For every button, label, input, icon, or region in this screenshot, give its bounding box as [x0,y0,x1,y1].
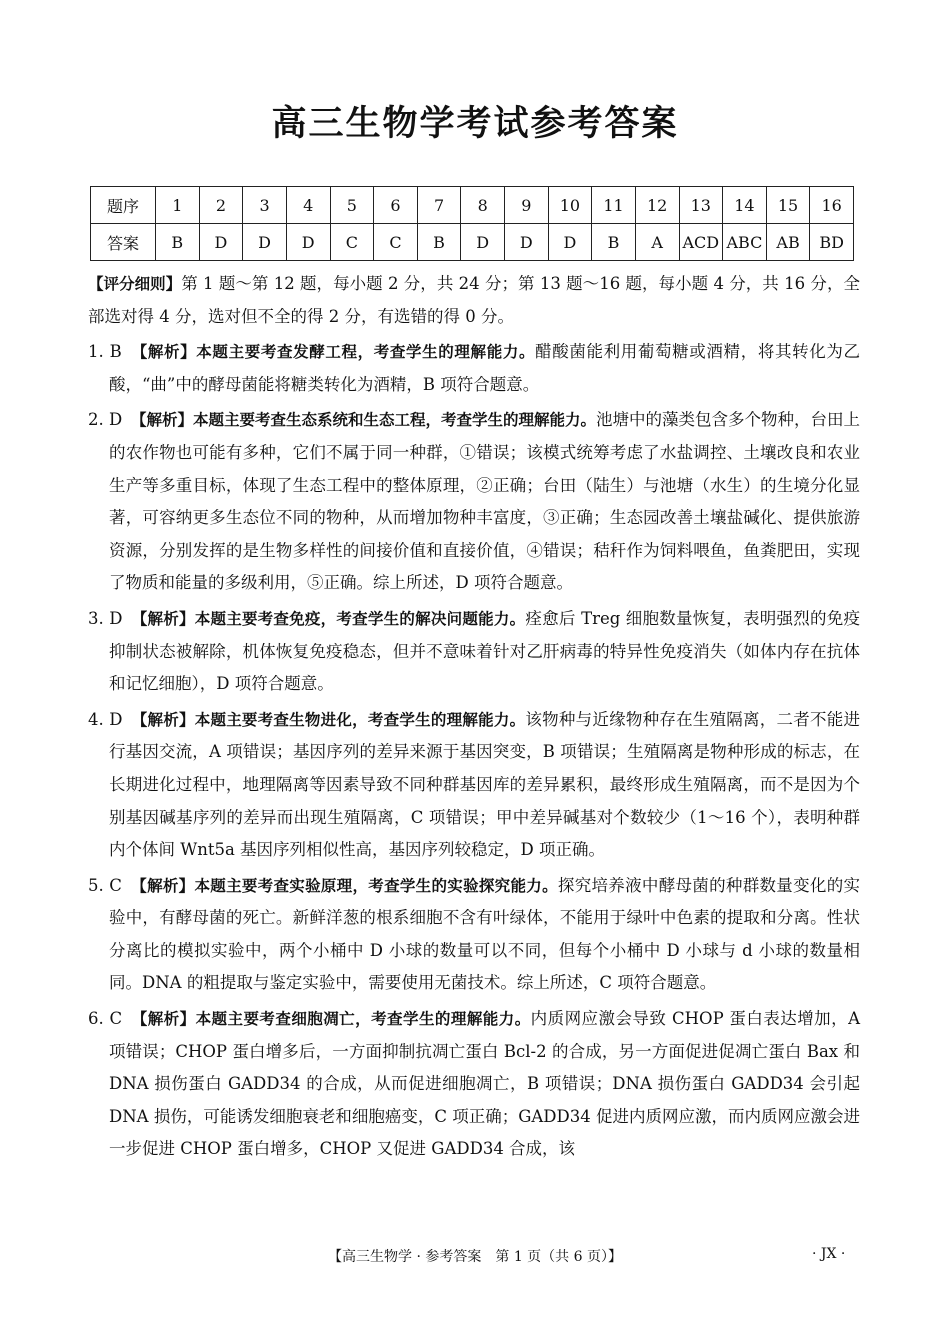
answer-cell: D [461,224,505,261]
footer-code: · JX · [812,1246,846,1262]
answer-cell: D [286,224,330,261]
item-number: 2. D [88,410,123,430]
answer-cell: B [592,224,636,261]
scoring-rules [88,268,860,333]
item-text: 该物种与近缘物种存在生殖隔离，二者不能进行基因交流，A 项错误；基因序列的差异来源于基因突变，B 项错误；生殖隔离是物种形成的标志，在长期进化过程中，地理隔离等因素导致不同种群基因库的差异累积，最终形成生殖隔离，而不是因为个别基因碱基序列的差异而出现生殖隔离，C 项错误；甲中差异碱基对个数较少（1～16 个），表明种群内个体间 Wnt5a 基因序列相似性高，基因序列较稳定，D 项正确。 [109,709,861,860]
item-tag: 【解析】本题主要考查发酵工程，考查学生的理解能力。 [139,343,536,362]
item-text: 痊愈后 Treg 细胞数量恢复，表明强烈的免疫抑制状态被解除，机体恢复免疫稳态，但并不意味着针对乙肝病毒的特异性免疫消失（如体内存在抗体和记忆细胞），D 项符合题意。 [109,608,861,694]
item-number: 1. B [88,342,122,362]
question-number-row [91,187,854,224]
question-number: 3 [243,187,287,224]
item-number: 3. D [88,608,123,628]
scoring-label: 【评分细则】 [88,275,182,293]
explanation-item [88,404,860,600]
question-number: 9 [505,187,549,224]
answer-cell: D [199,224,243,261]
explanation-item [88,870,860,1000]
question-number: 12 [635,187,679,224]
explanations [88,268,860,1169]
row-label-number: 题序 [91,187,156,224]
question-number: 1 [156,187,200,224]
item-number: 4. D [88,709,123,729]
item-text: 池塘中的藻类包含多个物种，台田上的农作物也可能有多种，它们不属于同一种群，①错误；该模式统筹考虑了水盐调控、土壤改良和农业生产等多重目标，体现了生态工程中的整体原理，②正确；台田（陆生）与池塘（水生）的生境分化显著，可容纳更多生态位不同的物种，从而增加物种丰富度，③正确；生态园改善土壤盐碱化、提供旅游资源，分别发挥的是生物多样性的间接价值和直接价值，④错误；秸秆作为饲料喂鱼，鱼粪肥田，实现了物质和能量的多级利用，⑤正确。综上所述，D 项符合题意。 [109,410,861,593]
item-number: 6. C [88,1009,123,1029]
question-number: 7 [417,187,461,224]
answer-cell: AB [766,224,810,261]
answer-row [91,224,854,261]
item-tag: 【解析】本题主要考查细胞凋亡，考查学生的理解能力。 [139,1010,531,1029]
item-text: 内质网应激会导致 CHOP 蛋白表达增加，A 项错误；CHOP 蛋白增多后，一方面抑制抗凋亡蛋白 Bcl-2 的合成，另一方面促进促凋亡蛋白 Bax 和 DNA 损伤蛋白 GADD34 的合成，从而促进细胞凋亡，B 项错误；DNA 损伤蛋白 GADD34 会引起 DNA 损伤，可能诱发细胞衰老和细胞癌变，C 项正确；GADD34 促进内质网应激，而内质网应激会进一步促进 CHOP 蛋白增多，CHOP 又促进 GADD34 合成，该 [109,1009,860,1159]
item-text: 醋酸菌能利用葡萄糖或酒精，将其转化为乙酸，“曲”中的酵母菌能将糖类转化为酒精，B 项符合题意。 [109,342,860,394]
item-tag: 【解析】本题主要考查免疫，考查学生的解决问题能力。 [139,609,526,628]
question-number: 14 [723,187,767,224]
question-number: 16 [810,187,854,224]
answer-cell: B [156,224,200,261]
page-title: 高三生物学考试参考答案 [271,104,679,144]
answer-table [90,186,854,261]
explanation-item [88,704,860,867]
scoring-text: 第 1 题～第 12 题，每小题 2 分，共 24 分；第 13 题～16 题，每小题 4 分，共 16 分，全部选对得 4 分，选对但不全的得 2 分，有选错的得 0 分。 [88,274,860,326]
answer-cell: D [548,224,592,261]
item-tag: 【解析】本题主要考查生物进化，考查学生的理解能力。 [139,710,526,729]
page-footer: 【高三生物学 · 参考答案 第 1 页（共 6 页）】 [328,1249,622,1265]
question-number: 2 [199,187,243,224]
answer-cell: D [505,224,549,261]
item-text: 探究培养液中酵母菌的种群数量变化的实验中，有酵母菌的死亡。新鲜洋葱的根系细胞不含有叶绿体，不能用于绿叶中色素的提取和分离。性状分离比的模拟实验中，两个小桶中 D 小球的数量可以不同，但每个小桶中 D 小球与 d 小球的数量相同。DNA 的粗提取与鉴定实验中，需要使用无菌技术。综上所述，C 项符合题意。 [109,875,860,993]
question-number: 4 [286,187,330,224]
explanation-item [88,603,860,701]
answer-cell: C [330,224,374,261]
question-number: 11 [592,187,636,224]
answer-cell: ACD [679,224,723,261]
answer-cell: A [635,224,679,261]
explanation-item [88,336,860,401]
explanation-item [88,1003,860,1166]
question-number: 6 [374,187,418,224]
item-tag: 【解析】本题主要考查生态系统和生态工程，考查学生的理解能力。 [138,411,596,430]
item-tag: 【解析】本题主要考查实验原理，考查学生的实验探究能力。 [139,876,558,895]
item-number: 5. C [88,875,122,895]
question-number: 10 [548,187,592,224]
row-label-answer: 答案 [91,224,156,261]
answer-cell: BD [810,224,854,261]
answer-cell: C [374,224,418,261]
answer-cell: B [417,224,461,261]
question-number: 5 [330,187,374,224]
answer-cell: ABC [723,224,767,261]
question-number: 8 [461,187,505,224]
answer-cell: D [243,224,287,261]
question-number: 15 [766,187,810,224]
question-number: 13 [679,187,723,224]
